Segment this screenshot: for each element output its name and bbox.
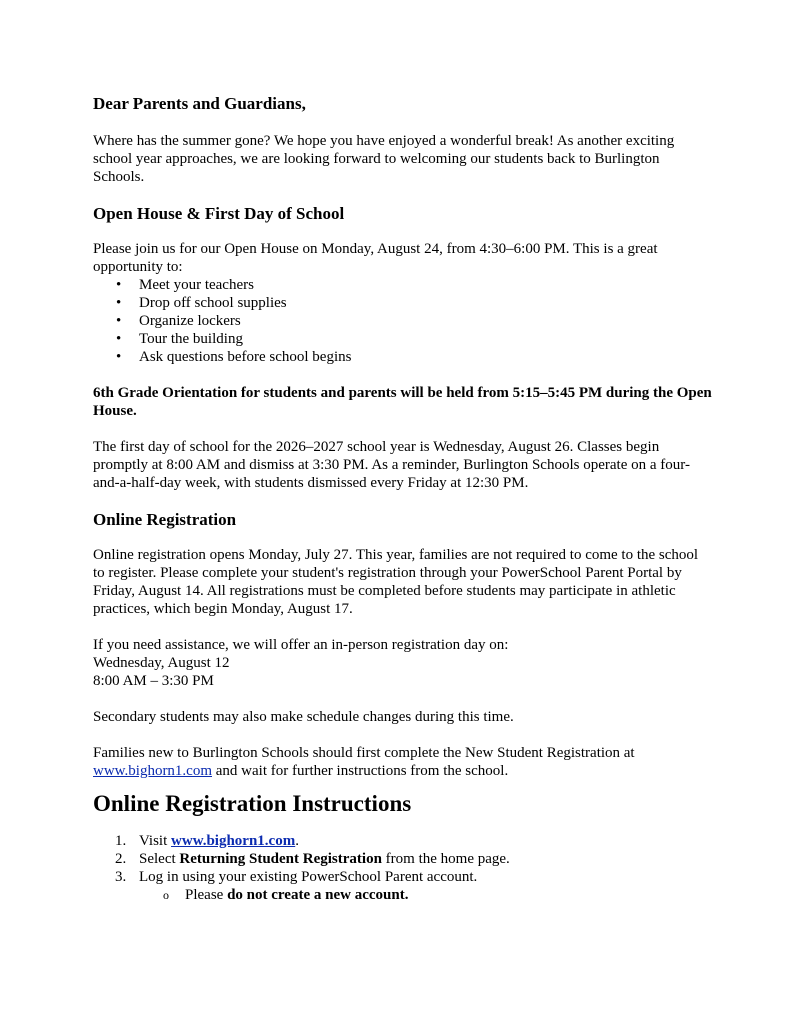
- instructions-sublist: [93, 886, 713, 904]
- sub-bullet-marker: o: [163, 888, 169, 902]
- step-item: [93, 850, 713, 868]
- open-house-paragraph: Please join us for our Open House on Monday, August 24, from 4:30–6:00 PM. This is a great opportunity to:: [93, 241, 658, 275]
- open-house-list: [93, 276, 713, 366]
- step-emphasis: Returning Student Registration: [179, 851, 382, 867]
- step-number: 3.: [115, 869, 127, 885]
- assistance-time: 8:00 AM – 3:30 PM: [93, 673, 214, 689]
- step-text: Visit: [139, 833, 172, 849]
- step-text: Select: [139, 851, 180, 867]
- new-families-paragraph: [93, 744, 713, 780]
- step-item: [93, 868, 713, 886]
- step-bighorn-link[interactable]: www.bighorn1.com: [171, 833, 296, 849]
- assistance-intro: If you need assistance, we will offer an in-person registration day on:: [93, 637, 509, 653]
- step-item: [93, 832, 713, 850]
- bighorn-link[interactable]: www.bighorn1.com: [93, 763, 213, 779]
- new-families-text: Families new to Burlington Schools should first complete the New Student Registration at: [93, 745, 635, 761]
- assistance-date: Wednesday, August 12: [93, 655, 230, 671]
- list-item: • Ask questions before school begins: [93, 348, 713, 366]
- list-item: • Meet your teachers: [93, 276, 713, 294]
- registration-paragraph: Online registration opens Monday, July 27. This year, families are not required to come to the school to register. Please complete your student's registration through your PowerSchool Parent Portal by Friday, August 14. All registrations must be completed before students may participate in athletic practices, which begin Monday, August 17.: [93, 547, 699, 617]
- greeting: Dear Parents and Guardians,: [93, 94, 306, 113]
- step-text: Log in using your existing PowerSchool Parent account.: [139, 869, 478, 885]
- sub-item: [93, 886, 713, 904]
- orientation-note: 6th Grade Orientation for students and parents will be held from 5:15–5:45 PM during the Open House.: [93, 385, 712, 419]
- intro-paragraph: Where has the summer gone? We hope you have enjoyed a wonderful break! As another exciting school year approaches, we are looking forward to welcoming our students back to Burlington Schools.: [93, 133, 675, 185]
- step-text-end: .: [295, 833, 299, 849]
- sub-text: Please: [185, 887, 228, 903]
- step-text-end: from the home page.: [381, 851, 510, 867]
- online-registration-heading: Online Registration: [93, 510, 237, 529]
- letter-body: [93, 94, 713, 904]
- list-item: • Organize lockers: [93, 312, 713, 330]
- new-families-text-end: and wait for further instructions from the school.: [212, 763, 509, 779]
- step-number: 2.: [115, 851, 127, 867]
- list-item: • Tour the building: [93, 330, 713, 348]
- secondary-note: Secondary students may also make schedule changes during this time.: [93, 709, 514, 725]
- open-house-heading: Open House & First Day of School: [93, 204, 345, 223]
- step-number: 1.: [115, 833, 127, 849]
- list-item: • Drop off school supplies: [93, 294, 713, 312]
- instructions-list: [93, 832, 713, 886]
- sub-emphasis: do not create a new account.: [227, 887, 409, 903]
- instructions-title: Online Registration Instructions: [93, 791, 412, 816]
- first-day-paragraph: The first day of school for the 2026–2027 school year is Wednesday, August 26. Classes begin promptly at 8:00 AM and dismiss at 3:30 PM. As a reminder, Burlington Schools operate on a four-and-a-half-day week, with students dismissed every Friday at 12:30 PM.: [93, 439, 690, 491]
